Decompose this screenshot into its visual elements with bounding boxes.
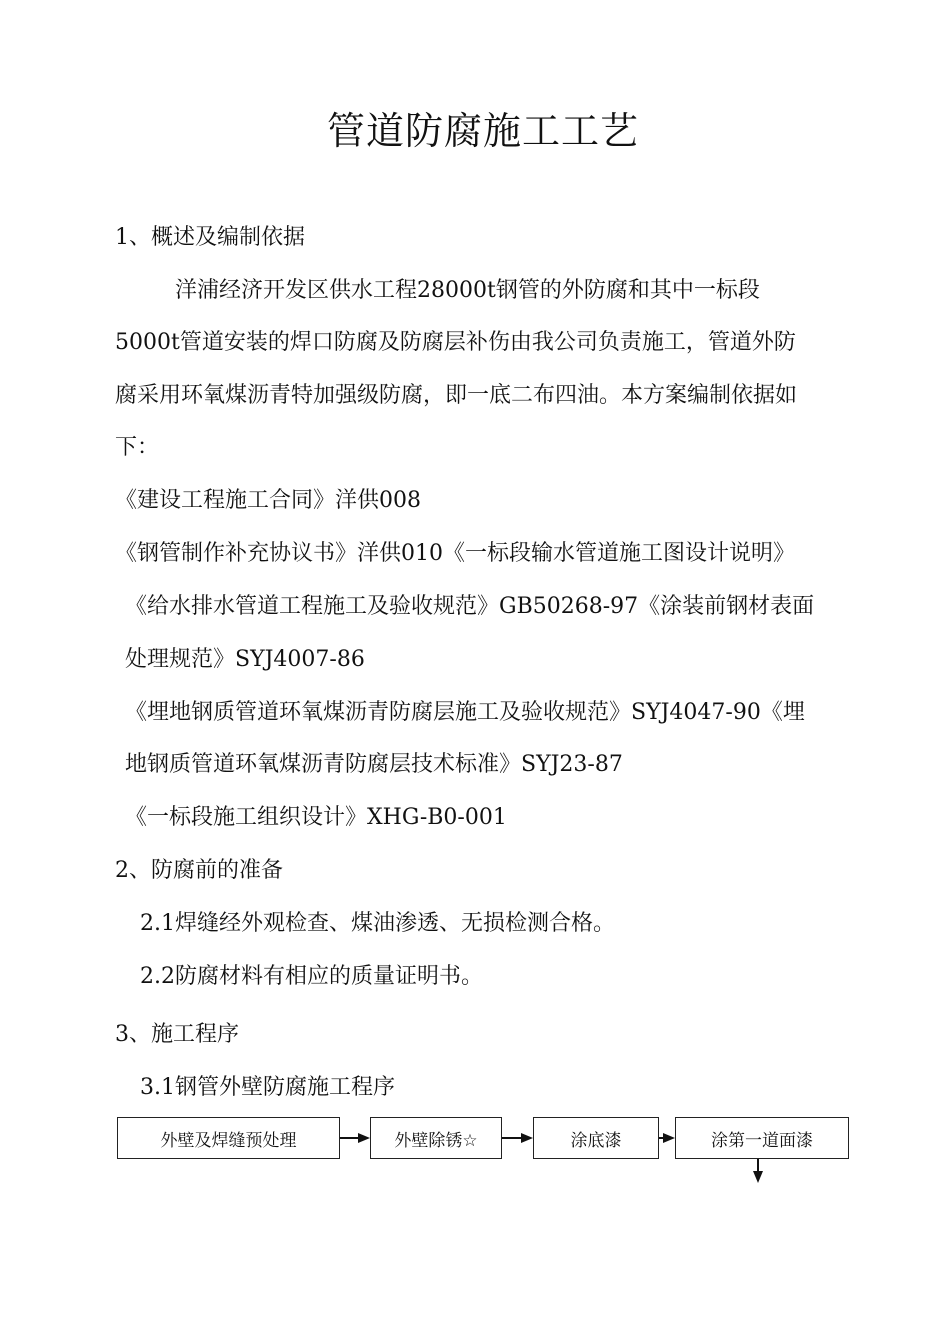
- arrow-2-head: [521, 1133, 533, 1143]
- flow-step-first-topcoat: 涂第一道面漆: [675, 1117, 849, 1159]
- arrow-1-head: [358, 1133, 370, 1143]
- flow-step-primer: 涂底漆: [533, 1117, 659, 1159]
- section-2-item-1: 2.1焊缝经外观检查、煤油渗透、无损检测合格。: [140, 911, 615, 936]
- section-1-heading: 1、概述及编制依据: [115, 225, 305, 250]
- document-title: 管道防腐施工工艺: [326, 109, 639, 153]
- reference-2: 《钢管制作补充协议书》洋供010《一标段输水管道施工图设计说明》: [115, 541, 795, 566]
- section-3-heading: 3、施工程序: [115, 1022, 239, 1047]
- paragraph-line-4: 下：: [115, 435, 160, 460]
- reference-3-line-1: 《给水排水管道工程施工及验收规范》GB50268-97《涂装前钢材表面: [125, 594, 815, 619]
- reference-4-line-1: 《埋地钢质管道环氧煤沥青防腐层施工及验收规范》SYJ4047-90《埋: [125, 700, 805, 725]
- reference-3-line-2: 处理规范》SYJ4007-86: [125, 647, 365, 672]
- paragraph-line-1: 洋浦经济开发区供水工程28000t钢管的外防腐和其中一标段: [175, 278, 760, 303]
- reference-4-line-2: 地钢质管道环氧煤沥青防腐层技术标准》SYJ23-87: [125, 752, 623, 777]
- paragraph-line-3: 腐采用环氧煤沥青特加强级防腐，即一底二布四油。本方案编制依据如: [115, 383, 798, 408]
- arrow-down-head: [753, 1171, 763, 1183]
- reference-1: 《建设工程施工合同》洋供008: [115, 488, 421, 513]
- reference-5: 《一标段施工组织设计》XHG-B0-001: [125, 805, 507, 830]
- flow-step-rust-removal: 外壁除锈☆: [370, 1117, 502, 1159]
- section-2-item-2: 2.2防腐材料有相应的质量证明书。: [140, 964, 483, 989]
- section-2-heading: 2、防腐前的准备: [115, 858, 283, 883]
- section-3-sub-1: 3.1钢管外壁防腐施工程序: [140, 1075, 395, 1100]
- paragraph-line-2: 5000t管道安装的焊口防腐及防腐层补伤由我公司负责施工，管道外防: [115, 330, 796, 355]
- arrow-3-head: [663, 1133, 675, 1143]
- flow-step-pretreatment: 外壁及焊缝预处理: [117, 1117, 340, 1159]
